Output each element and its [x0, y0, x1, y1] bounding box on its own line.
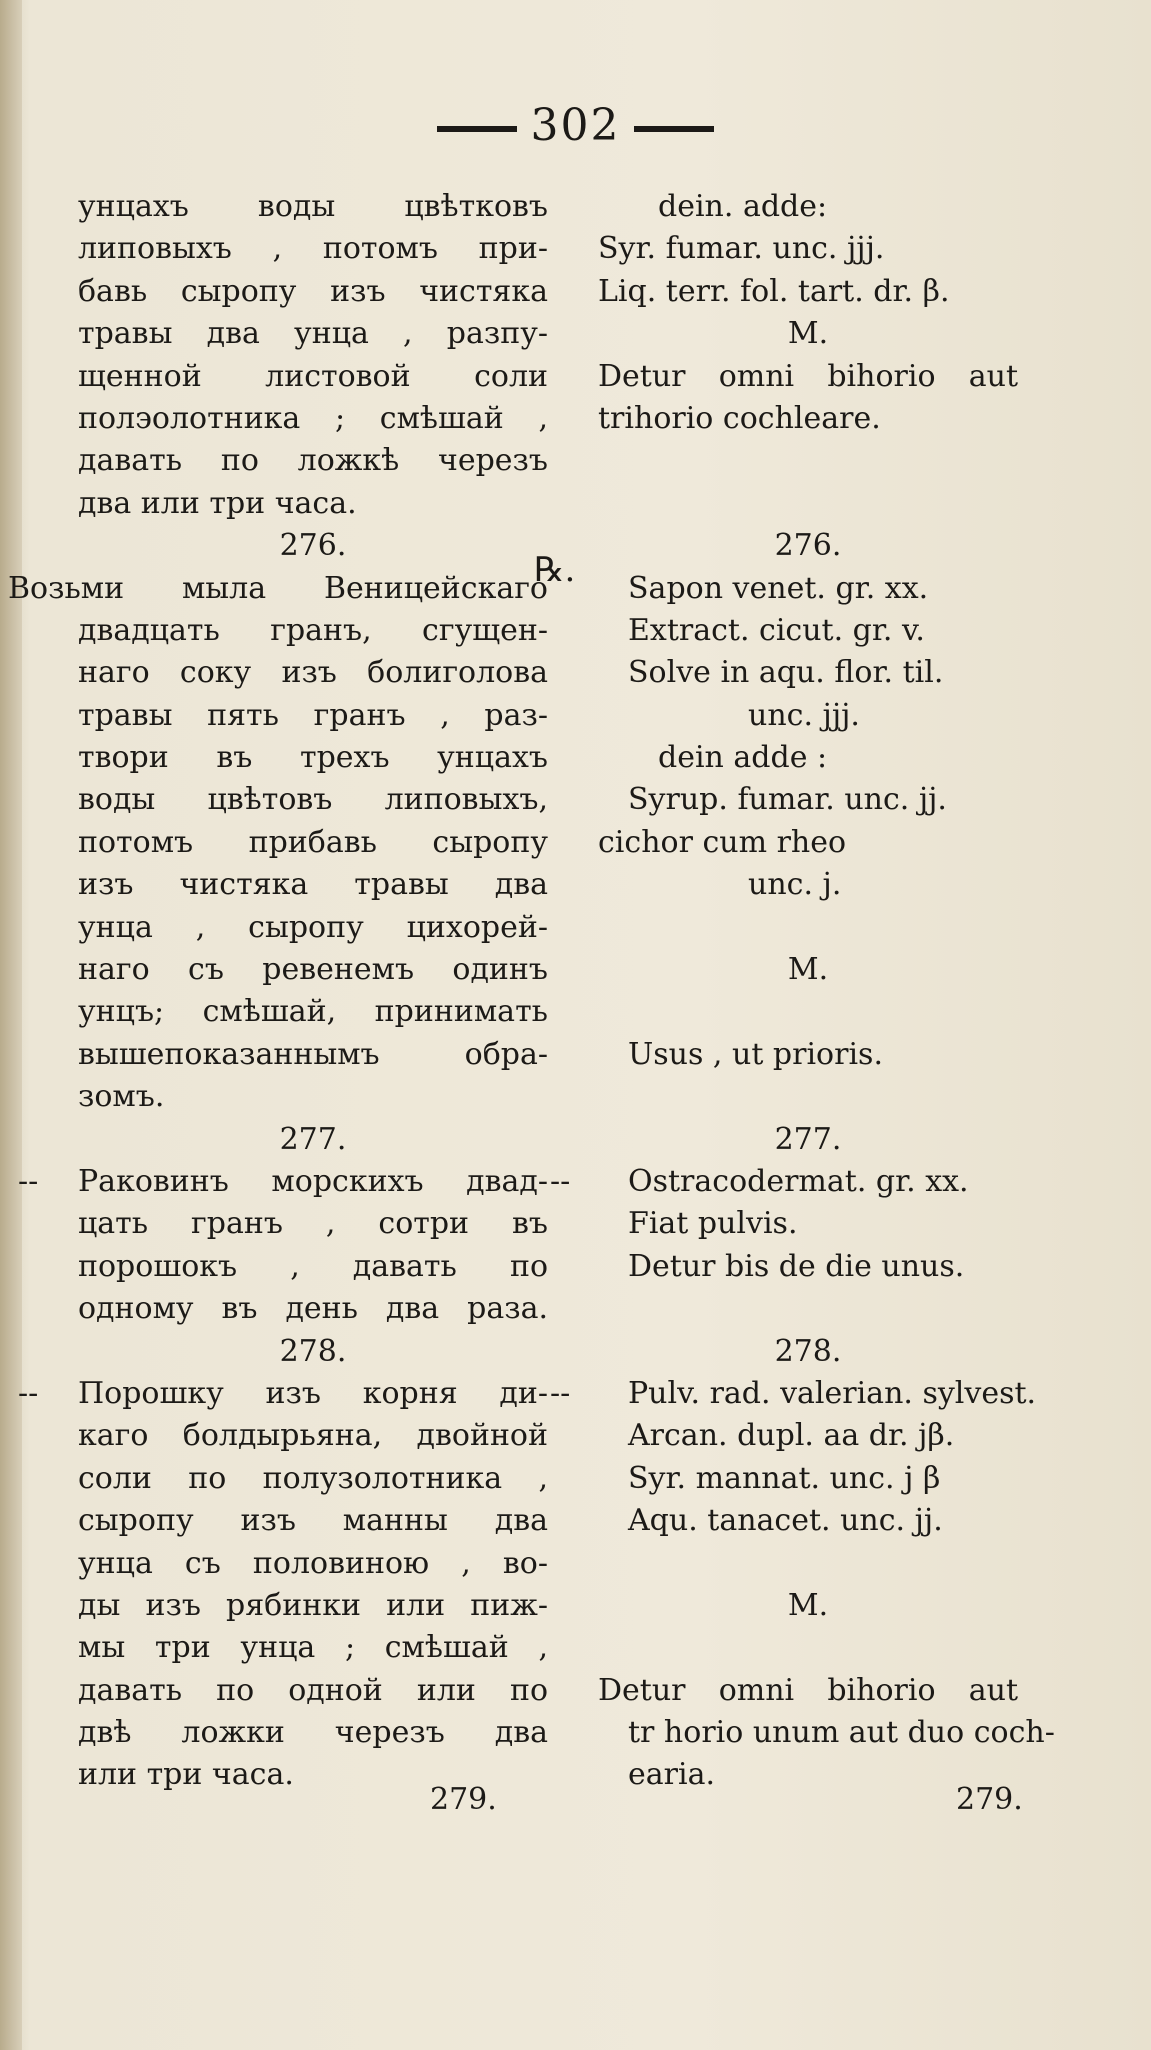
ru-line: [78, 1543, 548, 1585]
la-text: dein adde :: [658, 740, 828, 776]
ru-line: [78, 398, 548, 440]
la-line: [598, 398, 1018, 440]
ru-line: [78, 228, 548, 270]
ru-text: два или три часа.: [78, 485, 357, 521]
la-text: Detur bis de die unus.: [628, 1248, 965, 1284]
la-line: [598, 1034, 1018, 1076]
ru-text: наго съ ревенемъ одинъ: [78, 952, 548, 988]
la-text: Ostracodermat. gr. xx.: [628, 1163, 969, 1199]
catchword-left: 279.: [430, 1782, 497, 1817]
ru-line: [78, 737, 548, 779]
la-text: M.: [787, 952, 829, 988]
la-line: [598, 1543, 1018, 1585]
la-line: [598, 864, 1018, 906]
la-line: [598, 610, 1018, 652]
ru-text: унца , сыропу цихорей-: [78, 909, 548, 945]
ru-line: [78, 1585, 548, 1627]
la-text: 277.: [774, 1121, 842, 1157]
la-text: Syr. mannat. unc. j β: [628, 1460, 941, 1496]
la-line: [598, 271, 1018, 313]
la-line: [598, 822, 1018, 864]
la-text: Detur omni bihorio aut: [598, 1672, 1018, 1708]
ru-line: [78, 864, 548, 906]
la-line: [598, 568, 1018, 610]
la-text: dein. adde:: [658, 189, 828, 224]
ru-line: [78, 1458, 548, 1500]
la-text: tr horio unum aut duo coch-: [628, 1715, 1055, 1751]
latin-text-column: [550, 186, 1055, 1797]
ru-line: [78, 1627, 548, 1669]
recipe-symbol: ℞.: [534, 550, 576, 590]
la-text: earia.: [628, 1757, 715, 1793]
ru-line: [78, 1288, 548, 1330]
la-text: Pulv. rad. valerian. sylvest.: [628, 1375, 1037, 1411]
ru-line: [78, 1246, 548, 1288]
russian-text-column: [8, 186, 548, 1797]
la-text: Usus , ut prioris.: [628, 1036, 883, 1072]
la-text: Liq. terr. fol. tart. dr. β.: [598, 273, 950, 309]
ru-text: бавь сыропу изъ чистяка: [78, 273, 548, 309]
ru-line: [78, 991, 548, 1033]
la-line: [598, 1415, 1018, 1457]
ru-text: двадцать гранъ, сгущен-: [78, 612, 548, 648]
la-line: [598, 483, 1018, 525]
ru-line: [78, 483, 548, 525]
ru-text: унца съ половиною , во-: [78, 1545, 548, 1581]
la-line: [598, 186, 1018, 228]
la-line: [598, 1712, 1055, 1754]
item-marker-dash: --: [18, 1163, 39, 1199]
ru-line: [78, 313, 548, 355]
ru-text: Возьми мыла Веницейскаго: [8, 570, 548, 606]
la-line: [598, 228, 1018, 270]
ru-text: 277.: [279, 1121, 347, 1157]
la-line: [598, 1288, 1018, 1330]
ru-line: [78, 1500, 548, 1542]
ru-text: унцахъ воды цвѣтковъ: [78, 189, 548, 224]
ru-text: травы пять гранъ , раз-: [78, 697, 548, 733]
la-text: Detur omni bihorio aut: [598, 358, 1018, 394]
ru-text: травы два унца , разпу-: [78, 316, 548, 352]
la-text: 278.: [774, 1333, 842, 1369]
la-text: Syr. fumar. unc. jjj.: [598, 231, 885, 267]
ru-line: [78, 1331, 548, 1373]
la-text: trihorio cochleare.: [598, 400, 881, 436]
ru-text: твори въ трехъ унцахъ: [78, 740, 548, 776]
la-text: Solve in aqu. flor. til.: [628, 655, 944, 691]
page-header: [0, 100, 1151, 151]
la-line: [598, 1670, 1018, 1712]
ru-text: давать по одной или по: [78, 1672, 548, 1708]
la-line: [598, 1331, 1018, 1373]
la-line: [550, 1373, 1037, 1415]
ru-line: [78, 610, 548, 652]
ru-line: [18, 1373, 548, 1415]
ru-text: липовыхъ , потомъ при-: [78, 231, 548, 267]
page-number: 302: [530, 100, 621, 151]
ru-line: [18, 1161, 548, 1203]
ru-text: одному въ день два раза.: [78, 1291, 548, 1327]
ru-text: потомъ прибавь сыропу: [78, 824, 548, 860]
ru-text: порошокъ , давать по: [78, 1248, 548, 1284]
la-text: Syrup. fumar. unc. jj.: [628, 782, 947, 818]
la-line: [598, 779, 1018, 821]
page-binding-edge: [0, 0, 22, 2050]
ru-text: унцъ; смѣшай, принимать: [78, 994, 548, 1030]
la-line: [598, 1500, 1018, 1542]
ru-text: цать гранъ , сотри въ: [78, 1206, 548, 1242]
ru-line: [78, 1670, 548, 1712]
ru-line: [78, 822, 548, 864]
ru-text: 276.: [279, 528, 347, 564]
la-line: [598, 1585, 1018, 1627]
ru-text: воды цвѣтовъ липовыхъ,: [78, 782, 548, 818]
ru-line: [78, 907, 548, 949]
ru-line: [78, 186, 548, 228]
la-line: [598, 313, 1018, 355]
la-text: unc. j.: [748, 867, 842, 903]
ru-text: наго соку изъ болиголова: [78, 655, 548, 691]
ru-text: мы три унца ; смѣшай ,: [78, 1630, 548, 1666]
la-line: [598, 652, 1018, 694]
la-text: Extract. cicut. gr. v.: [628, 612, 925, 648]
ru-text: каго болдырьяна, двойной: [78, 1418, 548, 1454]
la-line: [550, 1161, 1018, 1203]
ru-line: [78, 652, 548, 694]
la-line: [598, 949, 1018, 991]
la-text: 276.: [774, 528, 842, 564]
la-line: [598, 1119, 1018, 1161]
la-text: Fiat pulvis.: [628, 1206, 798, 1242]
la-text: unc. jjj.: [748, 697, 860, 733]
ru-line: [78, 779, 548, 821]
ru-line: [78, 440, 548, 482]
ru-line: [78, 271, 548, 313]
ru-text: сыропу изъ манны два: [78, 1503, 548, 1539]
ru-line: [78, 949, 548, 991]
ru-text: Раковинъ морскихъ двад-: [78, 1163, 548, 1199]
header-rule-right: [634, 126, 714, 132]
la-line: [598, 525, 1018, 567]
la-line: [598, 356, 1018, 398]
ru-line: [78, 1712, 548, 1754]
la-line: [598, 1246, 1018, 1288]
ru-line: [78, 1076, 548, 1118]
la-line: [598, 1754, 1018, 1796]
ru-line: [78, 695, 548, 737]
ru-line: [78, 525, 548, 567]
la-text: Aqu. tanacet. unc. jj.: [628, 1503, 943, 1539]
la-line: [598, 1458, 1018, 1500]
la-line: [598, 440, 1018, 482]
la-line: [598, 991, 1018, 1033]
la-line: [598, 1076, 1018, 1118]
la-line: [598, 1203, 1018, 1245]
la-line: [598, 695, 1018, 737]
ru-line: [78, 1034, 548, 1076]
item-marker-dash: --: [550, 1163, 571, 1199]
ru-line: [8, 568, 548, 610]
ru-line: [78, 1119, 548, 1161]
la-line: [598, 737, 1018, 779]
la-text: M.: [787, 1587, 829, 1623]
ru-text: изъ чистяка травы два: [78, 867, 548, 903]
ru-text: вышепоказаннымъ обра-: [78, 1036, 548, 1072]
catchword-right: 279.: [956, 1782, 1023, 1817]
ru-text: щенной листовой соли: [78, 358, 548, 394]
ru-text: соли по полузолотника ,: [78, 1460, 548, 1496]
item-marker-dash: --: [18, 1375, 39, 1411]
ru-text: зомъ.: [78, 1079, 165, 1115]
la-text: cichor cum rheo: [598, 824, 847, 860]
ru-text: давать по ложкѣ черезъ: [78, 443, 548, 479]
la-line: [598, 907, 1018, 949]
ru-text: или три часа.: [78, 1757, 294, 1793]
ru-text: ды изъ рябинки или пиж-: [78, 1587, 548, 1623]
la-line: [598, 1627, 1018, 1669]
la-text: M.: [787, 316, 829, 352]
ru-line: [78, 1415, 548, 1457]
item-marker-dash: --: [550, 1375, 571, 1411]
ru-line: [78, 356, 548, 398]
ru-line: [78, 1203, 548, 1245]
ru-text: двѣ ложки черезъ два: [78, 1715, 548, 1751]
ru-text: Порошку изъ корня ди-: [78, 1375, 548, 1411]
la-text: Sapon venet. gr. xx.: [628, 570, 929, 606]
ru-text: 278.: [279, 1333, 347, 1369]
la-text: Arcan. dupl. aa dr. jβ.: [628, 1418, 955, 1454]
ru-text: полэолотника ; смѣшай ,: [78, 400, 548, 436]
header-rule-left: [437, 126, 517, 132]
